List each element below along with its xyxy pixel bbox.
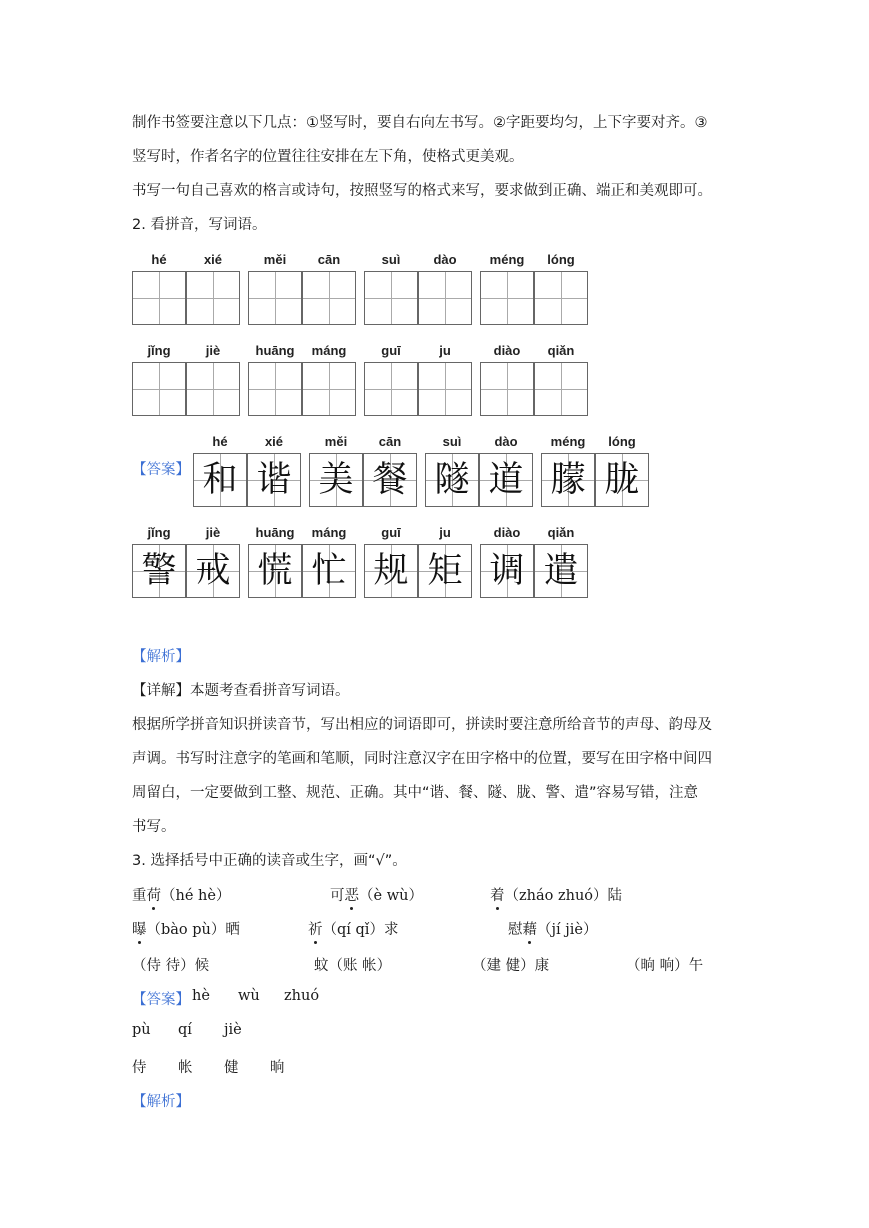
hanzi: 警 (141, 551, 177, 591)
pinyin: lóng (547, 252, 575, 267)
hanzi: 餐 (372, 460, 408, 500)
pinyin: jǐng (147, 343, 171, 358)
q3-item: 蚊（账 帐） (314, 958, 392, 974)
pinyin: xié (203, 252, 223, 267)
q3-item: （建 健）康 (472, 958, 550, 974)
pinyin: guī (381, 343, 401, 358)
intro-line-2: 竖写时，作者名字的位置往往安排在左下角，使格式更美观。 (132, 149, 524, 165)
word-cell (193, 434, 302, 529)
q3-item: 慰藉（jí jiè） (508, 918, 597, 939)
answer-value: zhuó (284, 988, 320, 1004)
hanzi: 谐 (256, 460, 292, 500)
q3-item: 可恶（è wù） (330, 884, 423, 905)
explanation-line-3: 周留白，一定要做到工整、规范、正确。其中“谐、餐、隧、胧、警、遣”容易写错，注意 (132, 785, 699, 801)
tianzige-box (363, 453, 417, 507)
hanzi: 遣 (543, 551, 579, 591)
analysis-tag: 【解析】 (132, 649, 190, 665)
tianzige-box[interactable] (132, 271, 186, 325)
tianzige-box[interactable] (480, 271, 534, 325)
word-cell (132, 525, 241, 620)
pinyin: dào (433, 252, 457, 267)
pinyin: huāng (255, 525, 295, 540)
tianzige-box[interactable] (364, 362, 418, 416)
pinyin: suì (442, 434, 462, 449)
word-cell (132, 343, 241, 438)
answer-value: pù (132, 1022, 151, 1038)
tianzige-box[interactable] (480, 362, 534, 416)
q3-item: （侍 待）候 (132, 958, 210, 974)
pinyin: měi (263, 252, 287, 267)
word-cell (248, 252, 357, 347)
word-cell (541, 434, 650, 529)
pinyin: cān (317, 252, 341, 267)
answer-tag: 【答案】 (132, 462, 190, 478)
word-cell (480, 525, 589, 620)
tianzige-box (186, 544, 240, 598)
answer-value: 侍 (132, 1060, 147, 1076)
hanzi: 矩 (427, 551, 463, 591)
word-cell (364, 343, 473, 438)
answer-value: wù (238, 988, 260, 1004)
tianzige-box (479, 453, 533, 507)
word-cell (248, 525, 357, 620)
hanzi: 戒 (195, 551, 231, 591)
tianzige-box[interactable] (132, 362, 186, 416)
answer-value: jiè (224, 1022, 242, 1038)
hanzi: 道 (488, 460, 524, 500)
explanation-line-1: 根据所学拼音知识拼读音节，写出相应的词语即可，拼读时要注意所给音节的声母、韵母及 (132, 717, 712, 733)
pinyin: jiè (205, 525, 221, 540)
hanzi: 忙 (311, 551, 347, 591)
word-cell (364, 252, 473, 347)
pinyin: guī (381, 525, 401, 540)
tianzige-box (534, 544, 588, 598)
tianzige-box[interactable] (186, 362, 240, 416)
pinyin: ju (439, 343, 451, 358)
explanation-line-2: 声调。书写时注意字的笔画和笔顺，同时注意汉字在田字格中的位置，要写在田字格中间四 (132, 751, 712, 767)
pinyin: jiè (205, 343, 221, 358)
tianzige-box[interactable] (302, 271, 356, 325)
dotted-char: 藉 (523, 918, 538, 939)
hanzi: 朦 (550, 460, 586, 500)
tianzige-box (302, 544, 356, 598)
pinyin: qiǎn (547, 343, 575, 358)
pinyin: qiǎn (547, 525, 575, 540)
tianzige-box (480, 544, 534, 598)
dotted-char: 恶 (345, 884, 360, 905)
dotted-char: 荷 (147, 884, 162, 905)
pinyin: máng (311, 343, 347, 358)
dotted-char: 着 (490, 884, 505, 905)
pinyin: lóng (608, 434, 636, 449)
pinyin: méng (550, 434, 586, 449)
hanzi: 慌 (257, 551, 293, 591)
tianzige-box[interactable] (248, 362, 302, 416)
answer-value: qí (178, 1022, 192, 1038)
tianzige-box (541, 453, 595, 507)
q3-item: 着（zháo zhuó）陆 (490, 884, 622, 905)
q2-title: 2. 看拼音，写词语。 (132, 217, 267, 233)
tianzige-box (193, 453, 247, 507)
tianzige-box (248, 544, 302, 598)
hanzi: 调 (489, 551, 525, 591)
tianzige-box (595, 453, 649, 507)
dotted-char: 祈 (308, 918, 323, 939)
intro-line-1: 制作书签要注意以下几点：①竖写时，要自右向左书写。②字距要均匀，上下字要对齐。③ (132, 115, 708, 131)
tianzige-box (364, 544, 418, 598)
tianzige-box[interactable] (186, 271, 240, 325)
tianzige-box (425, 453, 479, 507)
answer-value: 晌 (270, 1060, 285, 1076)
pinyin: hé (212, 434, 228, 449)
pinyin: máng (311, 525, 347, 540)
word-cell (480, 343, 589, 438)
tianzige-box (247, 453, 301, 507)
dotted-char: 曝 (132, 918, 147, 939)
tianzige-box[interactable] (534, 271, 588, 325)
pinyin: hé (151, 252, 167, 267)
q3-item: 重荷（hé hè） (132, 884, 230, 905)
pinyin: dào (494, 434, 518, 449)
analysis-tag: 【解析】 (132, 1094, 190, 1110)
answer-tag: 【答案】 (132, 992, 190, 1008)
pinyin: xié (264, 434, 284, 449)
tianzige-box[interactable] (534, 362, 588, 416)
word-cell (132, 252, 241, 347)
q3-item: 曝（bào pù）晒 (132, 918, 240, 939)
word-cell (425, 434, 534, 529)
word-cell (480, 252, 589, 347)
word-cell (309, 434, 418, 529)
pinyin: diào (493, 343, 521, 358)
answer-value: hè (192, 988, 210, 1004)
tianzige-box[interactable] (418, 271, 472, 325)
pinyin: huāng (255, 343, 295, 358)
q3-title: 3. 选择括号中正确的读音或生字，画“√”。 (132, 853, 407, 869)
intro-line-3: 书写一句自己喜欢的格言或诗句，按照竖写的格式来写，要求做到正确、端正和美观即可。 (132, 183, 712, 199)
q3-item: （晌 响）午 (626, 958, 704, 974)
explanation-line-4: 书写。 (132, 819, 176, 835)
tianzige-box (418, 544, 472, 598)
hanzi: 和 (202, 460, 238, 500)
q3-item: 祈（qí qǐ）求 (308, 918, 398, 939)
hanzi: 胧 (604, 460, 640, 500)
tianzige-box[interactable] (302, 362, 356, 416)
answer-value: 帐 (178, 1060, 193, 1076)
pinyin: měi (324, 434, 348, 449)
hanzi: 规 (373, 551, 409, 591)
tianzige-box (132, 544, 186, 598)
pinyin: suì (381, 252, 401, 267)
answer-value: 健 (224, 1060, 239, 1076)
detail-line: 【详解】本题考查看拼音写词语。 (132, 683, 350, 699)
pinyin: diào (493, 525, 521, 540)
hanzi: 美 (318, 460, 354, 500)
word-cell (248, 343, 357, 438)
pinyin: cān (378, 434, 402, 449)
tianzige-box (309, 453, 363, 507)
hanzi: 隧 (434, 460, 470, 500)
tianzige-box[interactable] (248, 271, 302, 325)
tianzige-box[interactable] (364, 271, 418, 325)
pinyin: ju (439, 525, 451, 540)
pinyin: jǐng (147, 525, 171, 540)
word-cell (364, 525, 473, 620)
tianzige-box[interactable] (418, 362, 472, 416)
pinyin: méng (489, 252, 525, 267)
